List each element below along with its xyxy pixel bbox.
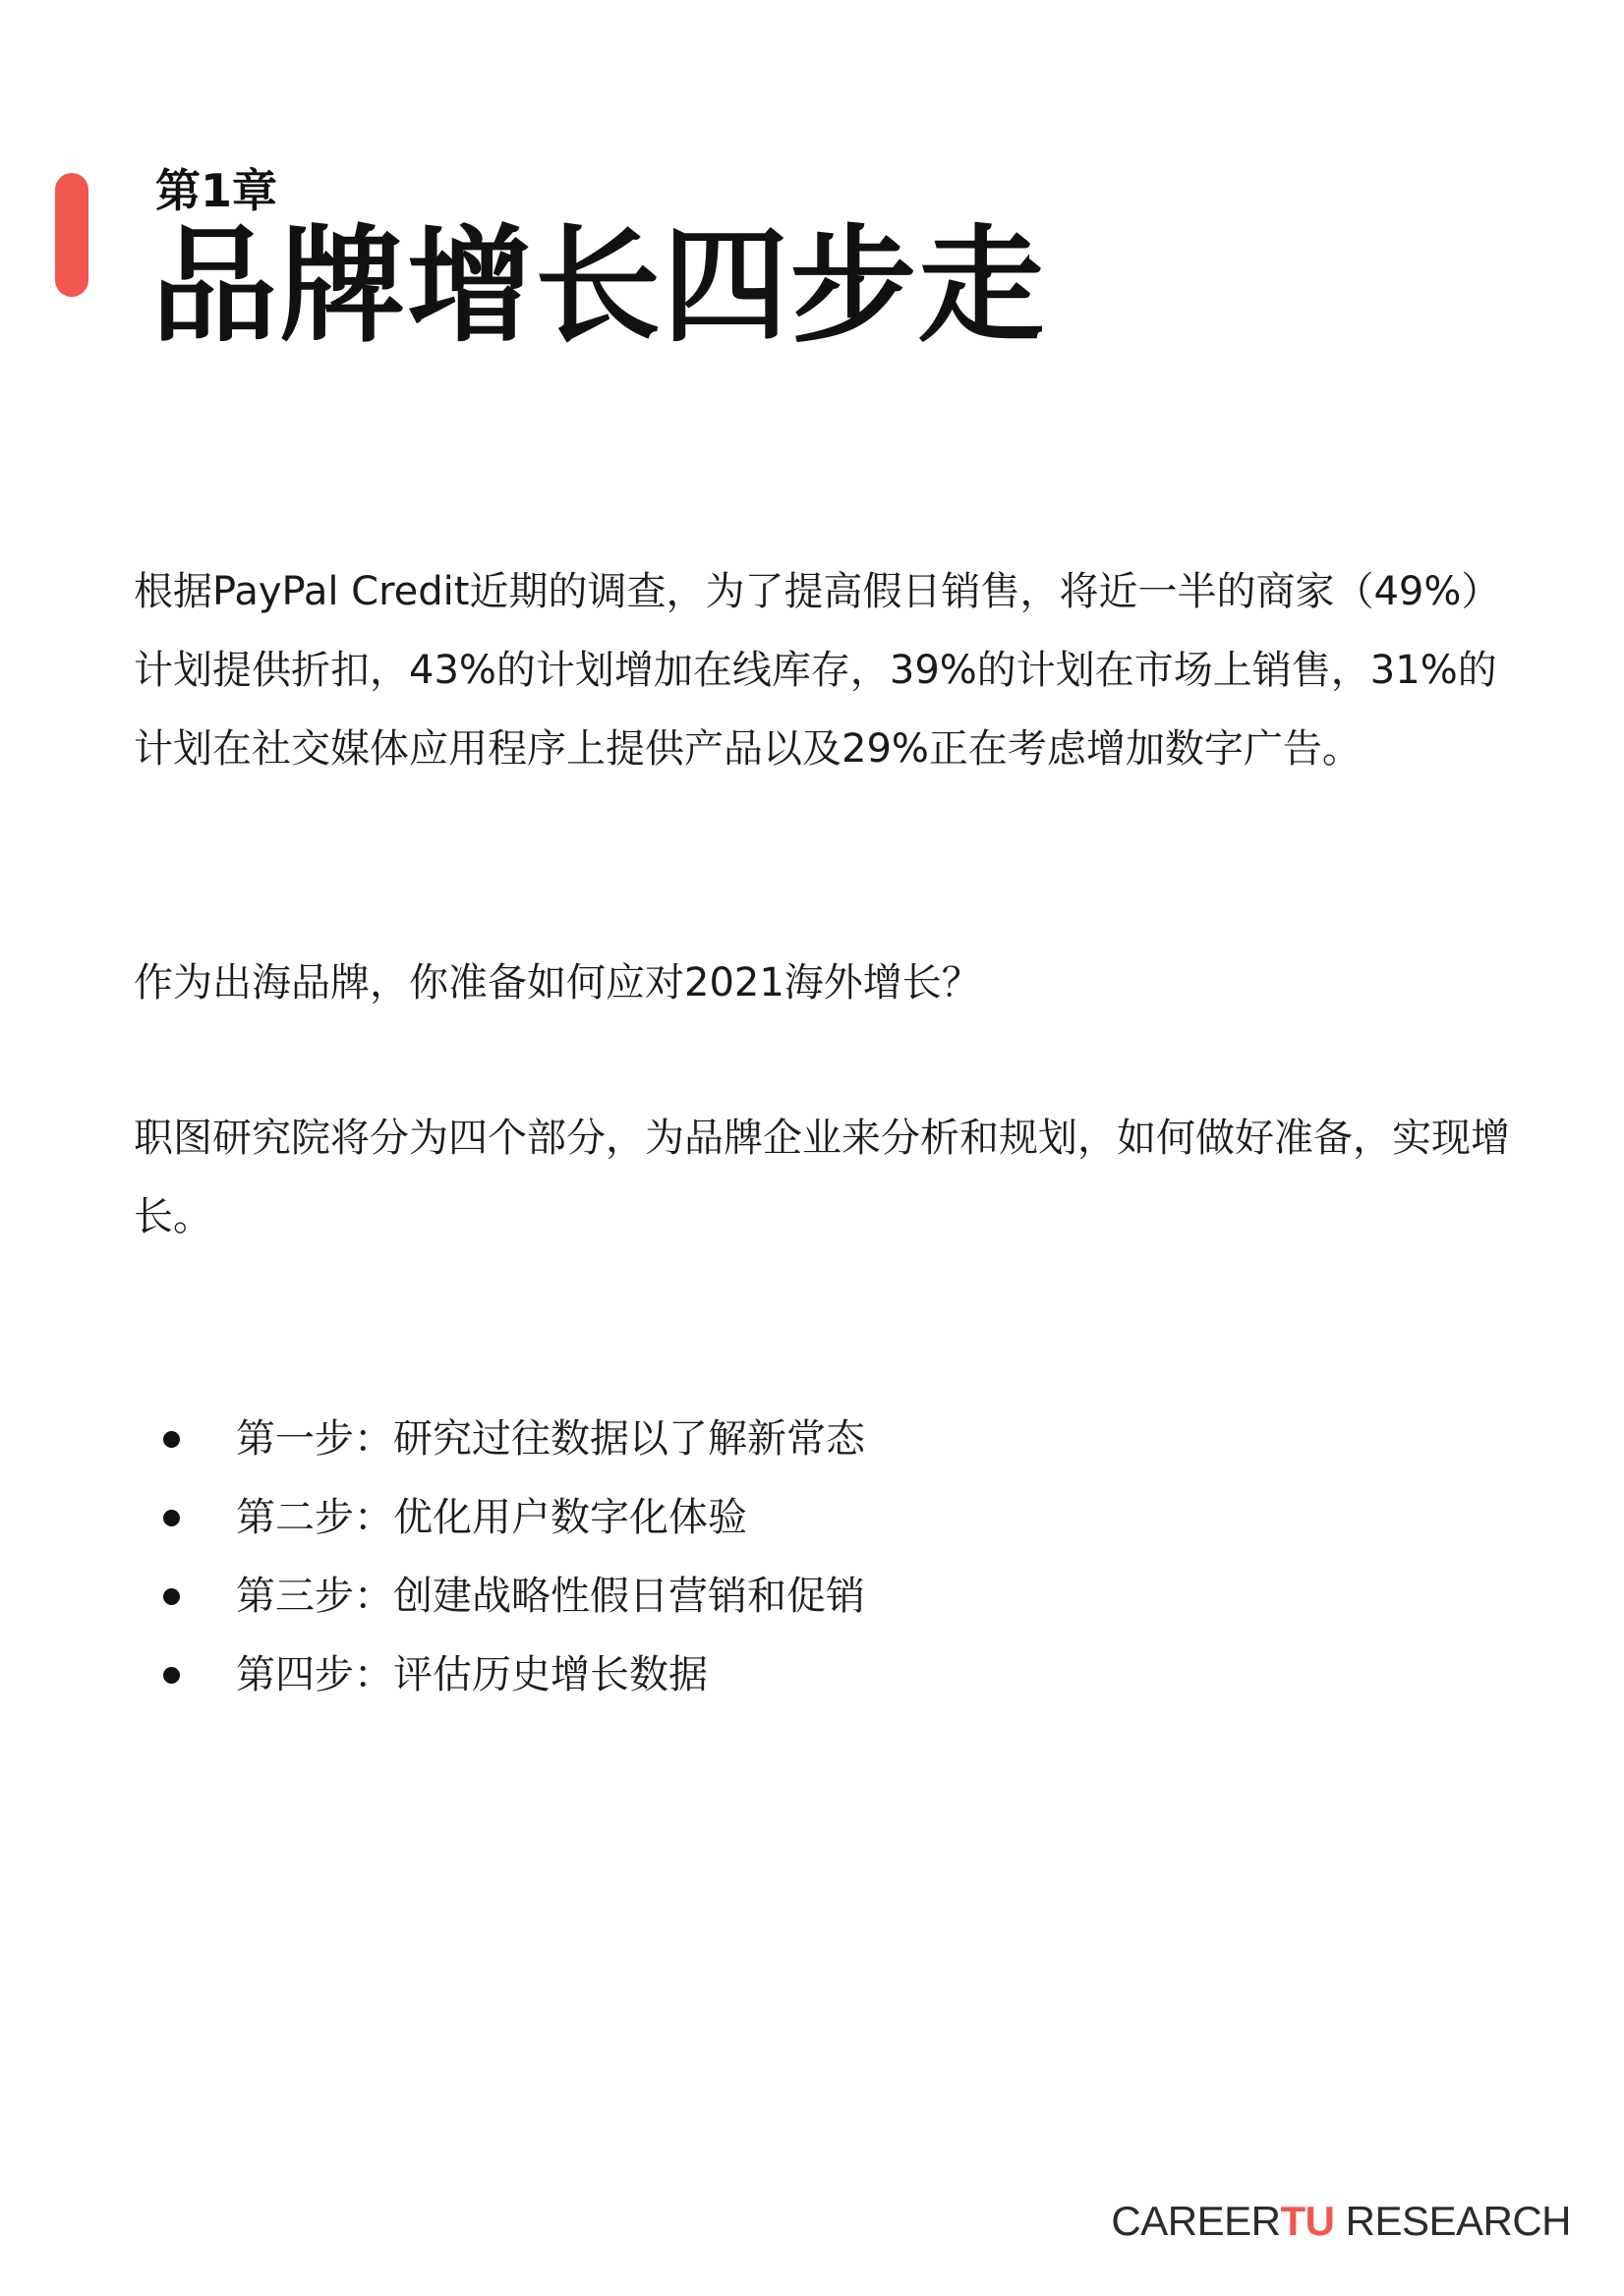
chapter-label: 第1章: [155, 164, 278, 217]
step-text: 第一步：研究过往数据以了解新常态: [236, 1416, 865, 1462]
step-text: 第四步：评估历史增长数据: [236, 1652, 708, 1697]
step-item-3: [0, 1557, 1624, 1636]
intro-paragraph: 根据PayPal Credit近期的调查，为了提高假日销售，将近一半的商家（49%）计划提供折扣，43%的计划增加在线库存，39%的计划在市场上销售，31%的计划在社交媒体应用程序上提供产品以及29%正在考虑增加数字广告。: [134, 569, 1501, 772]
step-item-2: [0, 1478, 1624, 1557]
chapter-accent-bar: [55, 173, 88, 297]
step-text: 第三步：创建战略性假日营销和促销: [236, 1574, 865, 1619]
bullet-icon: [163, 1667, 180, 1684]
step-item-1: [0, 1400, 1624, 1478]
bullet-icon: [163, 1431, 180, 1448]
logo-text-research: RESEARCH: [1334, 2198, 1571, 2244]
plan-paragraph: 职图研究院将分为四个部分，为品牌企业来分析和规划，如何做好准备，实现增长。: [134, 1116, 1510, 1239]
logo-text-tu: TU: [1280, 2198, 1335, 2244]
step-item-4: [0, 1636, 1624, 1714]
careertu-research-logo: [1111, 2194, 1571, 2249]
bullet-icon: [163, 1588, 180, 1605]
logo-text-career: CAREER: [1111, 2198, 1281, 2244]
bullet-icon: [163, 1510, 180, 1526]
page-title: 品牌增长四步走: [151, 213, 1047, 360]
step-text: 第二步：优化用户数字化体验: [236, 1495, 747, 1540]
steps-list: [0, 1400, 1624, 1714]
question-paragraph: 作为出海品牌，你准备如何应对2021海外增长？: [134, 960, 981, 1005]
